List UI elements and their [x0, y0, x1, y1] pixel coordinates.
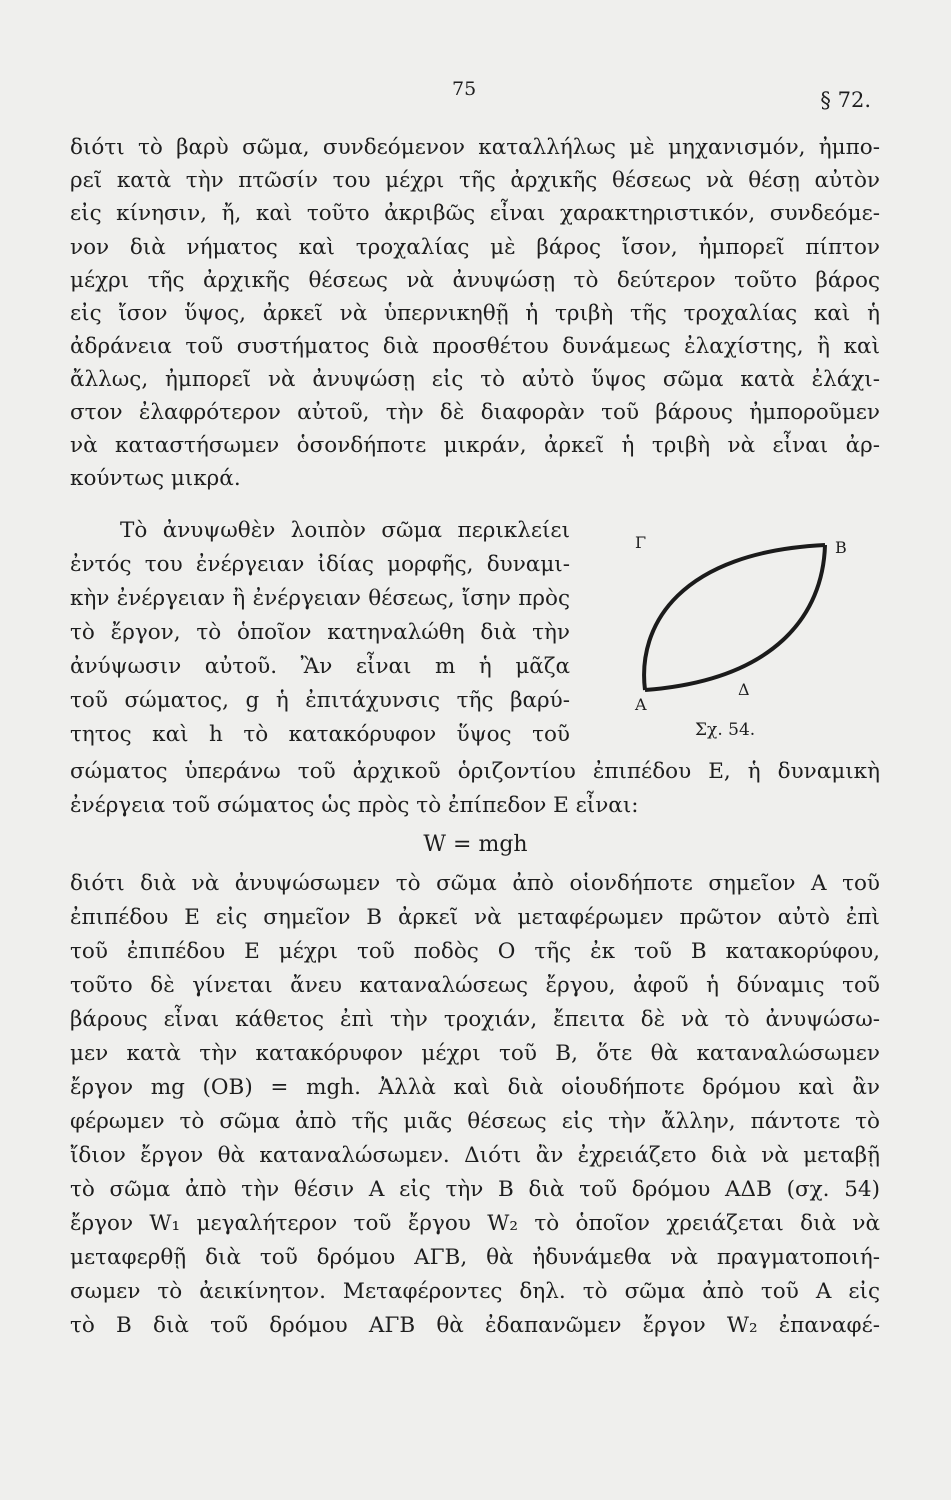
text-line: εἰς ἴσον ὕψος, ἀρκεῖ νὰ ὑπερνικηθῇ ἡ τριβὴ τῆς τροχαλίας καὶ ἡ: [70, 301, 880, 326]
text-line: ἔργον mg (OB) = mgh. Ἀλλὰ καὶ διὰ οἱουδήποτε δρόμου καὶ ἂν: [70, 1075, 880, 1100]
text-line: διότι διὰ νὰ ἀνυψώσωμεν τὸ σῶμα ἀπὸ οἱονδήποτε σημεῖον A τοῦ: [70, 871, 880, 896]
text-line: νὰ καταστήσωμεν ὁσονδήποτε μικράν, ἀρκεῖ ἡ τριβὴ νὰ εἶναι ἀρ-: [70, 433, 880, 458]
text-line: ρεῖ κατὰ τὴν πτῶσίν του μέχρι τῆς ἀρχικῆς θέσεως νὰ θέσῃ αὐτὸν: [70, 168, 880, 193]
label-b: B: [835, 538, 847, 557]
text-line: μεν κατὰ τὴν κατακόρυφον μέχρι τοῦ B, ὅτε θὰ καταναλώσωμεν: [70, 1041, 880, 1066]
text-line: στον ἐλαφρότερον αὐτοῦ, τὴν δὲ διαφορὰν τοῦ βάρους ἠμποροῦμεν: [70, 400, 880, 425]
text-line: τὸ ἔργον, τὸ ὁποῖον κατηναλώθη διὰ τὴν: [70, 620, 570, 645]
text-line: εἰς κίνησιν, ἤ, καὶ τοῦτο ἀκριβῶς εἶναι χαρακτηριστικόν, συνδεόμε-: [70, 201, 880, 226]
formula: W = mgh: [423, 832, 528, 857]
text-line: κούντως μικρά.: [70, 466, 241, 491]
page-number: 75: [452, 78, 477, 100]
page-header: [0, 78, 951, 112]
text-line: Τὸ ἀνυψωθὲν λοιπὸν σῶμα περικλείει: [120, 518, 570, 543]
text-line: ἐνέργεια τοῦ σώματος ὡς πρὸς τὸ ἐπίπεδον E εἶναι:: [70, 793, 639, 818]
label-delta: Δ: [738, 680, 750, 699]
text-line: ἀδράνεια τοῦ συστήματος διὰ προσθέτου δυνάμεως ἐλαχίστης, ἢ καὶ: [70, 334, 880, 359]
text-line: μέχρι τῆς ἀρχικῆς θέσεως νὰ ἀνυψώσῃ τὸ δεύτερον τοῦτο βάρος: [70, 268, 880, 293]
text-line: φέρωμεν τὸ σῶμα ἀπὸ τῆς μιᾶς θέσεως εἰς τὴν ἄλλην, πάντοτε τὸ: [70, 1109, 880, 1134]
text-line: νον διὰ νήματος καὶ τροχαλίας μὲ βάρος ἴσον, ἠμπορεῖ πίπτον: [70, 235, 880, 260]
text-line: τοῦτο δὲ γίνεται ἄνευ καταναλώσεως ἔργου, ἀφοῦ ἡ δύναμις τοῦ: [70, 973, 880, 998]
text-line: ἀνύψωσιν αὐτοῦ. Ἂν εἶναι m ἡ μᾶζα: [70, 654, 570, 679]
text-line: ἐπιπέδου E εἰς σημεῖον B ἀρκεῖ νὰ μεταφέρωμεν πρῶτον αὐτὸ ἐπὶ: [70, 905, 880, 930]
text-line: ἔργον W₁ μεγαλήτερον τοῦ ἔργου W₂ τὸ ὁποῖον χρειάζεται διὰ νὰ: [70, 1211, 880, 1236]
label-a: A: [635, 695, 647, 714]
text-line: σώματος ὑπεράνω τοῦ ἀρχικοῦ ὁριζοντίου ἐπιπέδου E, ἡ δυναμικὴ: [70, 759, 880, 784]
text-line: τητος καὶ h τὸ κατακόρυφον ὕψος τοῦ: [70, 722, 570, 747]
text-line: βάρους εἶναι κάθετος ἐπὶ τὴν τροχιάν, ἔπειτα δὲ νὰ τὸ ἀνυψώσω-: [70, 1007, 880, 1032]
label-gamma: Γ: [635, 533, 647, 552]
text-line: ἴδιον ἔργον θὰ καταναλώσωμεν. Διότι ἂν ἐχρειάζετο διὰ νὰ μεταβῇ: [70, 1143, 880, 1168]
lens-path-diagram: [625, 530, 855, 750]
text-line: τὸ B διὰ τοῦ δρόμου AΓB θὰ ἐδαπανῶμεν ἔργον W₂ ἐπαναφέ-: [70, 1313, 880, 1338]
text-line: τοῦ ἐπιπέδου E μέχρι τοῦ ποδὸς O τῆς ἐκ τοῦ B κατακορύφου,: [70, 939, 880, 964]
text-line: τοῦ σώματος, g ἡ ἐπιτάχυνσις τῆς βαρύ-: [70, 688, 570, 713]
text-line: κὴν ἐνέργειαν ἢ ἐνέργειαν θέσεως, ἴσην πρὸς: [70, 586, 570, 611]
figure-caption: Σχ. 54.: [695, 720, 756, 740]
text-line: ἐντός του ἐνέργειαν ἰδίας μορφῆς, δυναμι-: [70, 552, 570, 577]
path-adb: [645, 545, 825, 690]
text-line: διότι τὸ βαρὺ σῶμα, συνδεόμενον καταλλήλως μὲ μηχανισμόν, ἠμπο-: [70, 135, 880, 160]
section-number: § 72.: [820, 88, 871, 112]
text-line: σωμεν τὸ ἀεικίνητον. Μεταφέροντες δηλ. τὸ σῶμα ἀπὸ τοῦ A εἰς: [70, 1279, 880, 1304]
figure-54: [625, 530, 855, 750]
text-line: μεταφερθῇ διὰ τοῦ δρόμου AΓB, θὰ ἠδυνάμεθα νὰ πραγματοποιή-: [70, 1245, 880, 1270]
text-line: ἄλλως, ἠμπορεῖ νὰ ἀνυψώσῃ εἰς τὸ αὐτὸ ὕψος σῶμα κατὰ ἐλάχι-: [70, 367, 880, 392]
text-line: τὸ σῶμα ἀπὸ τὴν θέσιν A εἰς τὴν B διὰ τοῦ δρόμου AΔB (σχ. 54): [70, 1177, 880, 1202]
